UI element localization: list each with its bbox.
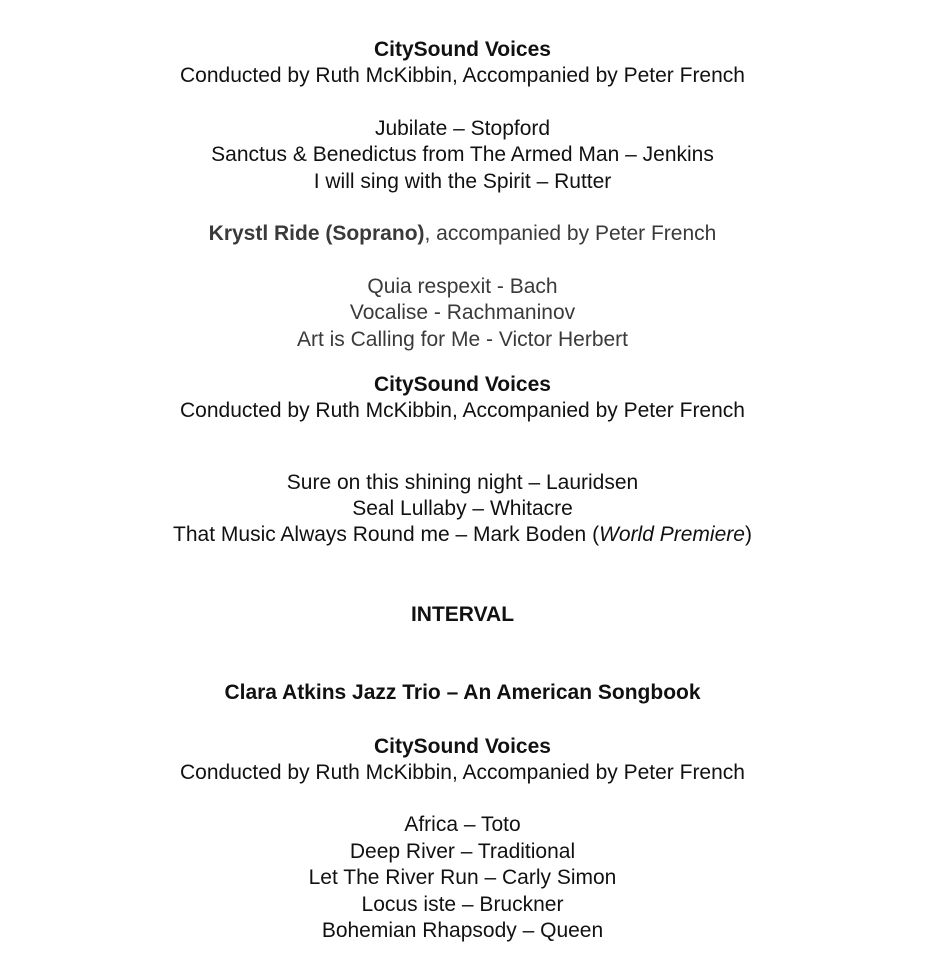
- program-piece: Sure on this shining night – Lauridsen: [286, 471, 639, 494]
- soloist-credit: , accompanied by Peter French: [424, 222, 717, 245]
- ensemble-credit: Conducted by Ruth McKibbin, Accompanied by Peter French: [180, 64, 745, 87]
- program-piece: I will sing with the Spirit – Rutter: [313, 170, 612, 193]
- program-piece: Quia respexit - Bach: [367, 275, 558, 298]
- program-piece: Art is Calling for Me - Victor Herbert: [296, 328, 629, 351]
- soloist-name: Krystl Ride (Soprano): [208, 222, 425, 245]
- program-piece: Deep River – Traditional: [349, 840, 576, 863]
- program-piece: Locus iste – Bruckner: [361, 893, 564, 916]
- soloist-line: [0, 221, 925, 247]
- ensemble-title: CitySound Voices: [374, 373, 551, 396]
- premiere-label: World Premiere: [599, 523, 745, 546]
- program-piece: Sanctus & Benedictus from The Armed Man – Jenkins: [211, 143, 714, 166]
- program-piece: Vocalise - Rachmaninov: [349, 301, 576, 324]
- jazz-trio-heading: Clara Atkins Jazz Trio – An American Songbook: [224, 681, 701, 704]
- program-piece: Africa – Toto: [404, 813, 521, 836]
- ensemble-credit: Conducted by Ruth McKibbin, Accompanied by Peter French: [180, 399, 745, 422]
- program-piece: Bohemian Rhapsody – Queen: [321, 919, 604, 942]
- interval-heading: INTERVAL: [410, 603, 515, 626]
- program-piece: Seal Lullaby – Whitacre: [352, 497, 573, 520]
- program-piece: Jubilate – Stopford: [374, 117, 551, 140]
- ensemble-title: CitySound Voices: [374, 38, 551, 61]
- program-piece: Let The River Run – Carly Simon: [308, 866, 617, 889]
- ensemble-credit: Conducted by Ruth McKibbin, Accompanied by Peter French: [180, 761, 745, 784]
- program-piece-premiere: That Music Always Round me – Mark Boden (World Premiere): [173, 523, 752, 546]
- ensemble-title: CitySound Voices: [374, 735, 551, 758]
